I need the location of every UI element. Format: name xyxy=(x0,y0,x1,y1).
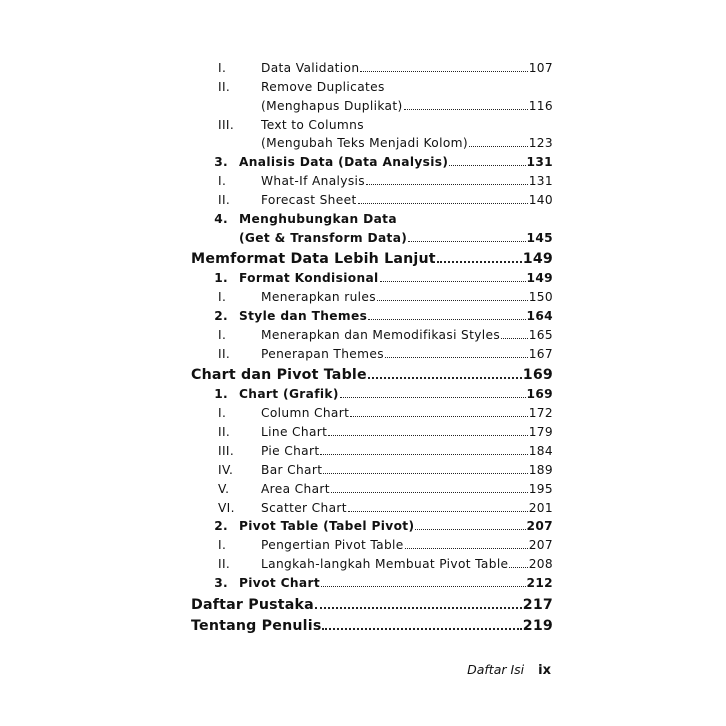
toc-dot-leader xyxy=(322,628,521,630)
toc-entry-title: Data Validation xyxy=(261,60,360,75)
toc-entry-page: 184 xyxy=(528,443,553,458)
toc-entry-page: 145 xyxy=(526,230,553,245)
toc-entry-title: Pivot Chart xyxy=(239,576,321,591)
toc-section-entry xyxy=(0,266,726,285)
toc-dot-leader xyxy=(380,281,526,282)
toc-entry-page: 195 xyxy=(528,481,553,496)
toc-subsection-entry xyxy=(0,401,726,420)
toc-dot-leader xyxy=(449,165,525,166)
toc-entry-body xyxy=(261,328,553,342)
toc-dot-leader xyxy=(328,435,527,436)
toc-dot-leader xyxy=(315,607,522,609)
toc-entry-page: 189 xyxy=(528,462,553,477)
toc-section-entry xyxy=(0,382,726,401)
toc-entry-body xyxy=(261,501,553,515)
toc-dot-leader xyxy=(360,71,527,72)
toc-entry-title: Area Chart xyxy=(261,481,330,496)
toc-dot-leader xyxy=(405,548,528,549)
toc-entry-title: Pivot Table (Tabel Pivot) xyxy=(239,519,415,534)
toc-entry-number: 4. xyxy=(214,212,228,227)
toc-entry-body xyxy=(261,80,553,94)
toc-entry-number: III. xyxy=(218,443,235,458)
toc-entry-number: I. xyxy=(218,60,227,75)
toc-entry-body xyxy=(261,463,553,477)
toc-section-entry xyxy=(0,515,726,534)
toc-subsection-entry xyxy=(0,533,726,552)
toc-subsection-entry xyxy=(0,113,726,132)
toc-entry-page: 165 xyxy=(528,327,553,342)
toc-entry-body xyxy=(191,252,553,266)
toc-entry-body xyxy=(261,538,553,552)
toc-entry-title: (Get & Transform Data) xyxy=(239,230,408,245)
toc-entry-body xyxy=(261,557,553,571)
toc-entry-page: 131 xyxy=(526,155,553,170)
toc-entry-page: 217 xyxy=(522,596,553,613)
toc-entry-title: Forecast Sheet xyxy=(261,193,357,208)
toc-subsection-entry xyxy=(0,132,726,151)
toc-entry-number: 2. xyxy=(214,519,228,534)
toc-chapter-entry xyxy=(0,612,726,634)
toc-entry-body xyxy=(261,99,553,113)
toc-entry-page: 123 xyxy=(528,136,553,151)
toc-entry-body xyxy=(239,271,553,285)
toc-entry-title: Menghubungkan Data xyxy=(239,212,397,227)
toc-entry-page: 207 xyxy=(526,519,553,534)
toc-entry-body xyxy=(261,406,553,420)
toc-dot-leader xyxy=(469,146,528,147)
toc-subsection-entry xyxy=(0,477,726,496)
toc-entry-title: (Mengubah Teks Menjadi Kolom) xyxy=(261,136,468,151)
toc-entry-number: I. xyxy=(218,327,227,342)
toc-dot-leader xyxy=(331,492,528,493)
toc-chapter-entry xyxy=(0,361,726,383)
toc-entry-number: 1. xyxy=(214,387,228,402)
toc-entry-page: 172 xyxy=(528,406,553,421)
toc-entry-body xyxy=(261,193,553,207)
toc-section-entry xyxy=(0,571,726,590)
toc-entry-title: Style dan Themes xyxy=(239,309,368,324)
toc-entry-body xyxy=(191,368,553,382)
toc-entry-page: 179 xyxy=(528,425,553,440)
toc-entry-page: 131 xyxy=(528,174,553,189)
toc-entry-title: Menerapkan dan Memodifikasi Styles xyxy=(261,327,501,342)
toc-subsection-entry xyxy=(0,439,726,458)
toc-dot-leader xyxy=(340,397,526,398)
toc-entry-body xyxy=(239,155,553,169)
toc-dot-leader xyxy=(321,586,525,587)
toc-entry-title: Langkah-langkah Membuat Pivot Table xyxy=(261,557,509,572)
toc-section-entry xyxy=(0,226,726,245)
toc-subsection-entry xyxy=(0,94,726,113)
toc-entry-page: 208 xyxy=(528,557,553,572)
toc-entry-number: II. xyxy=(218,557,231,572)
toc-entry-page: 219 xyxy=(522,618,553,635)
toc-dot-leader xyxy=(404,109,528,110)
toc-entry-number: 2. xyxy=(214,309,228,324)
toc-subsection-entry xyxy=(0,342,726,361)
toc-chapter-entry xyxy=(0,245,726,267)
toc-entry-number: IV. xyxy=(218,462,234,477)
toc-subsection-entry xyxy=(0,285,726,304)
toc-dot-leader xyxy=(437,261,522,263)
toc-entry-title: Daftar Pustaka xyxy=(191,596,314,613)
toc-section-entry xyxy=(0,207,726,226)
toc-entry-body xyxy=(261,174,553,188)
toc-entry-page: 150 xyxy=(528,290,553,305)
toc-entry-page: 149 xyxy=(522,251,553,268)
toc-entry-body xyxy=(261,444,553,458)
toc-dot-leader xyxy=(377,300,528,301)
toc-subsection-entry xyxy=(0,496,726,515)
toc-entry-page: 167 xyxy=(528,346,553,361)
toc-subsection-entry xyxy=(0,75,726,94)
toc-entry-body xyxy=(239,387,553,401)
toc-dot-leader xyxy=(501,338,528,339)
toc-dot-leader xyxy=(368,319,525,320)
toc-entry-number: II. xyxy=(218,346,231,361)
toc-subsection-entry xyxy=(0,56,726,75)
toc-entry-number: I. xyxy=(218,290,227,305)
toc-entry-body xyxy=(239,576,553,590)
toc-dot-leader xyxy=(323,473,527,474)
toc-entry-title: Penerapan Themes xyxy=(261,346,384,361)
toc-entry-title: Bar Chart xyxy=(261,462,323,477)
toc-entry-page: 169 xyxy=(526,387,553,402)
table-of-contents xyxy=(0,56,726,633)
toc-entry-page: 207 xyxy=(528,538,553,553)
toc-entry-body xyxy=(261,61,553,75)
toc-entry-body xyxy=(239,231,553,245)
toc-entry-body xyxy=(261,118,553,132)
toc-entry-body xyxy=(261,347,553,361)
toc-entry-page: 140 xyxy=(528,193,553,208)
toc-entry-body xyxy=(261,136,553,150)
toc-entry-body xyxy=(239,212,553,226)
toc-entry-title: Chart (Grafik) xyxy=(239,387,339,402)
toc-entry-title: Pie Chart xyxy=(261,443,320,458)
toc-chapter-entry xyxy=(0,590,726,612)
toc-entry-number: 3. xyxy=(214,155,228,170)
toc-entry-title: Memformat Data Lebih Lanjut xyxy=(191,251,436,268)
toc-subsection-entry xyxy=(0,169,726,188)
footer-page-number: ix xyxy=(538,663,551,678)
toc-entry-number: II. xyxy=(218,79,231,94)
toc-entry-body xyxy=(261,290,553,304)
toc-entry-body xyxy=(191,619,553,633)
toc-entry-body xyxy=(261,425,553,439)
toc-entry-body xyxy=(261,482,553,496)
toc-dot-leader xyxy=(408,241,525,242)
toc-entry-page: 116 xyxy=(528,98,553,113)
toc-dot-leader xyxy=(348,511,528,512)
toc-entry-number: 3. xyxy=(214,576,228,591)
toc-entry-title: Chart dan Pivot Table xyxy=(191,367,367,384)
toc-entry-body xyxy=(191,598,553,612)
toc-subsection-entry xyxy=(0,188,726,207)
page-footer xyxy=(467,662,551,678)
toc-entry-title: Text to Columns xyxy=(261,117,364,132)
footer-section-label: Daftar Isi xyxy=(467,662,525,677)
toc-entry-title: (Menghapus Duplikat) xyxy=(261,98,403,113)
toc-dot-leader xyxy=(358,203,528,204)
toc-entry-number: I. xyxy=(218,174,227,189)
toc-entry-title: Analisis Data (Data Analysis) xyxy=(239,155,449,170)
toc-entry-page: 164 xyxy=(526,309,553,324)
toc-dot-leader xyxy=(415,529,525,530)
toc-section-entry xyxy=(0,304,726,323)
toc-entry-number: V. xyxy=(218,481,230,496)
toc-dot-leader xyxy=(350,416,527,417)
toc-subsection-entry xyxy=(0,552,726,571)
toc-subsection-entry xyxy=(0,420,726,439)
toc-entry-title: Remove Duplicates xyxy=(261,79,385,94)
toc-entry-number: III. xyxy=(218,117,235,132)
toc-entry-page: 107 xyxy=(528,60,553,75)
toc-entry-number: I. xyxy=(218,538,227,553)
toc-entry-title: Pengertian Pivot Table xyxy=(261,538,404,553)
toc-entry-title: Line Chart xyxy=(261,425,328,440)
toc-entry-body xyxy=(239,519,553,533)
toc-entry-title: Column Chart xyxy=(261,406,350,421)
toc-section-entry xyxy=(0,150,726,169)
toc-entry-page: 201 xyxy=(528,500,553,515)
toc-entry-title: Scatter Chart xyxy=(261,500,347,515)
toc-entry-title: Tentang Penulis xyxy=(191,618,322,635)
toc-dot-leader xyxy=(385,357,528,358)
toc-entry-title: What-If Analysis xyxy=(261,174,365,189)
toc-entry-number: II. xyxy=(218,193,231,208)
toc-dot-leader xyxy=(320,454,527,455)
toc-entry-title: Format Kondisional xyxy=(239,271,379,286)
toc-dot-leader xyxy=(368,377,522,379)
toc-subsection-entry xyxy=(0,458,726,477)
toc-dot-leader xyxy=(509,567,527,568)
toc-entry-number: II. xyxy=(218,425,231,440)
toc-entry-page: 212 xyxy=(526,576,553,591)
toc-entry-title: Menerapkan rules xyxy=(261,290,376,305)
toc-entry-number: 1. xyxy=(214,271,228,286)
toc-entry-body xyxy=(239,309,553,323)
toc-entry-number: VI. xyxy=(218,500,235,515)
toc-entry-page: 149 xyxy=(526,271,553,286)
toc-entry-page: 169 xyxy=(522,367,553,384)
toc-subsection-entry xyxy=(0,323,726,342)
toc-dot-leader xyxy=(366,184,528,185)
toc-entry-number: I. xyxy=(218,406,227,421)
